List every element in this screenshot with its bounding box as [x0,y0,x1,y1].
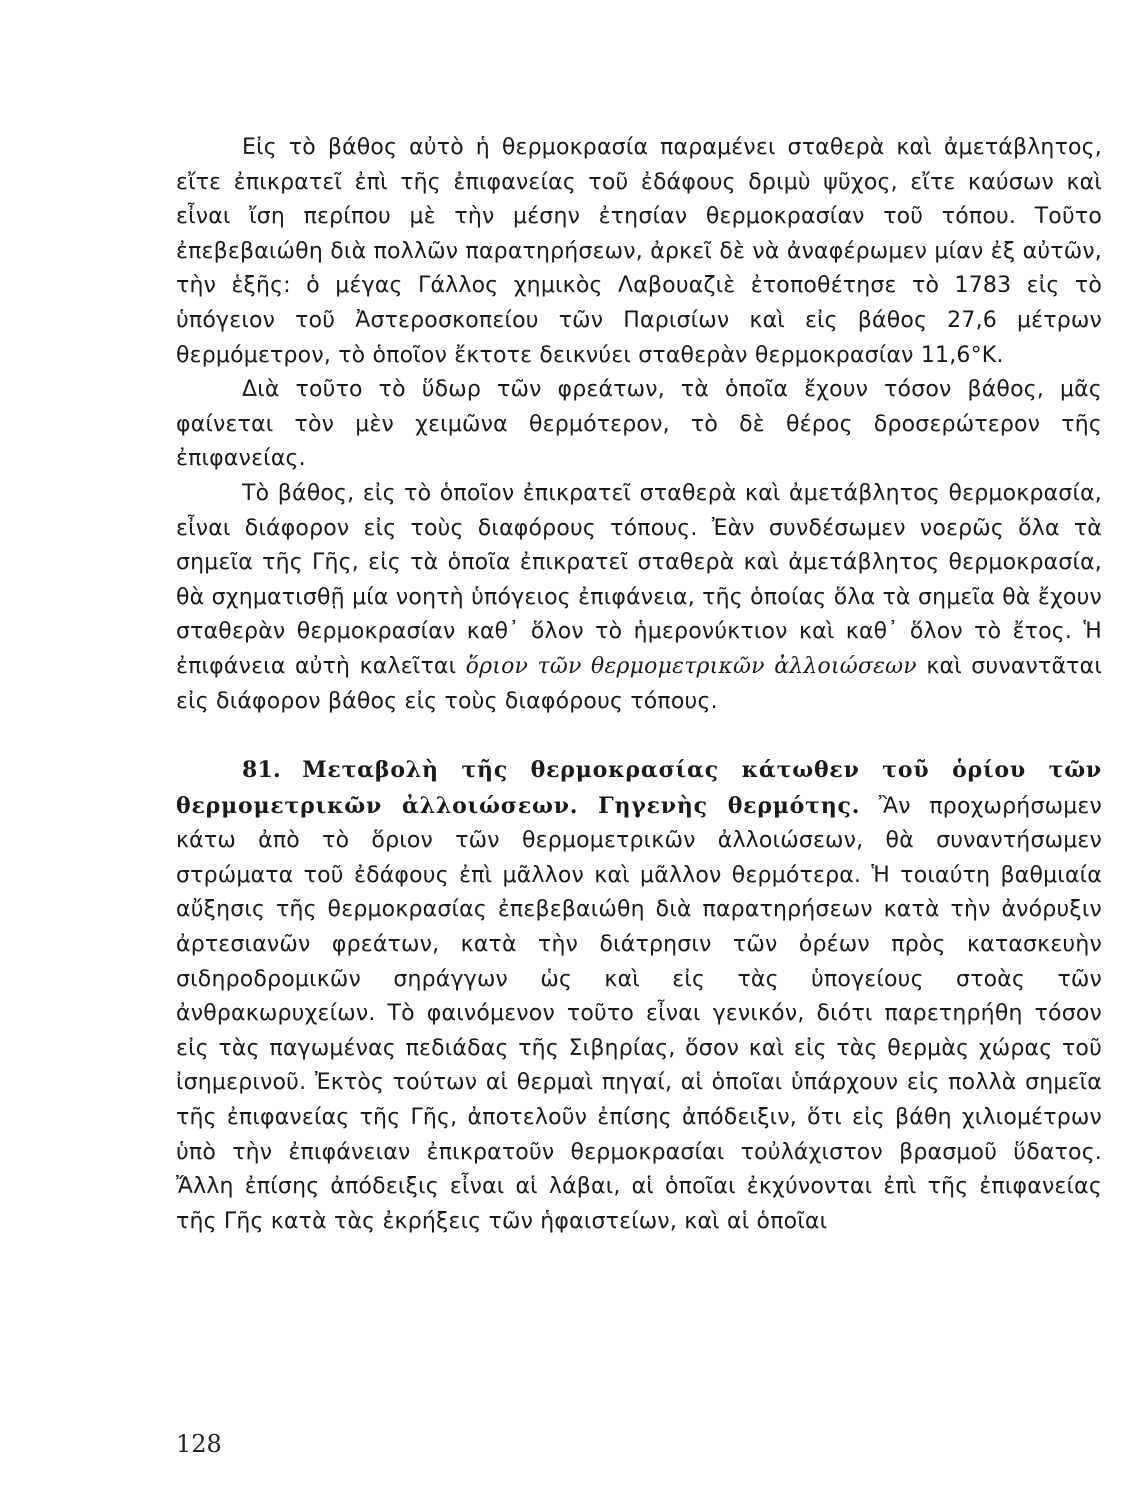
section-number: 81. [242,757,281,784]
section-body: Ἂν προχωρήσωμεν κάτω ἀπὸ τὸ ὅριον τῶν θερμομετρικῶν ἀλλοιώσεων, θὰ συναντήσωμεν στρώματα τοῦ ἐδάφους ἐπὶ μᾶλλον καὶ μᾶλλον θερμότερα. Ἡ τοιαύτη βαθμιαία αὔξησις τῆς θερμοκρασίας ἐπεβεβαιώθη διὰ παρατηρήσεων κατὰ τὴν ἀνόρυξιν ἀρτεσιανῶν φρεάτων, κατὰ τὴν διάτρησιν τῶν ὀρέων πρὸς κατασκευὴν σιδηροδρομικῶν σηράγγων ὡς καὶ εἰς τὰς ὑπογείους στοὰς τῶν ἀνθρακωρυχείων. Τὸ φαινόμενον τοῦτο εἶναι γενικόν, διότι παρετηρήθη τόσον εἰς τὰς παγωμένας πεδιάδας τῆς Σιβηρίας, ὅσον καὶ εἰς τὰς θερμὰς χώρας τοῦ ἰσημερινοῦ. Ἐκτὸς τούτων αἱ θερμαὶ πηγαί, αἱ ὁποῖαι ὑπάρχουν εἰς πολλὰ σημεῖα τῆς ἐπιφανείας τῆς Γῆς, ἀποτελοῦν ἐπίσης ἀπόδειξιν, ὅτι εἰς βάθη χιλιομέτρων ὑπὸ τὴν ἐπιφάνειαν ἐπικρατοῦν θερμοκρασίαι τοὐλάχιστον βρασμοῦ ὕδατος. Ἄλλη ἐπίσης ἀπόδειξις εἶναι αἱ λάβαι, αἱ ὁποῖαι ἐκχύνονται ἐπὶ τῆς ἐπιφανείας τῆς Γῆς κατὰ τὰς ἐκρήξεις τῶν ἡφαιστείων, καὶ αἱ ὁποῖαι [176,793,1102,1234]
section-81 [176,753,1102,1239]
page-number: 128 [176,1430,222,1458]
paragraph-1: Εἰς τὸ βάθος αὐτὸ ἡ θερμοκρασία παραμένει σταθερὰ καὶ ἀμετάβλητος, εἴτε ἐπικρατεῖ ἐπὶ τῆς ἐπιφανείας τοῦ ἐδάφους δριμὺ ψῦχος, εἴτε καύσων καὶ εἶναι ἴση περίπου μὲ τὴν μέσην ἐτησίαν θερμοκρασίαν τοῦ τόπου. Τοῦτο ἐπεβεβαιώθη διὰ πολλῶν παρατηρήσεων, ἀρκεῖ δὲ νὰ ἀναφέρωμεν μίαν ἐξ αὐτῶν, τὴν ἑξῆς: ὁ μέγας Γάλλος χημικὸς Λαβουαζιὲ ἐτοποθέτησε τὸ 1783 εἰς τὸ ὑπόγειον τοῦ Ἀστεροσκοπείου τῶν Παρισίων καὶ εἰς βάθος 27,6 μέτρων θερμόμετρον, τὸ ὁποῖον ἔκτοτε δεικνύει σταθερὰν θερμοκρασίαν 11,6°K. [176,135,1102,368]
section-title: Μεταβολὴ τῆς θερμοκρασίας κάτωθεν τοῦ ὁρίου τῶν θερμομετρικῶν ἀλλοιώσεων. Γηγενὴς θερμότης. [176,757,1103,819]
italic-term: ὅριον τῶν θερμομετρικῶν ἀλλοιώσεων [465,653,917,679]
paragraph-3-end: καὶ συναντᾶται εἰς διάφορον βάθος εἰς τοὺς διαφόρους τόπους. [176,653,1102,714]
paragraph-3-start: Τὸ βάθος, εἰς τὸ ὁποῖον ἐπικρατεῖ σταθερὰ καὶ ἀμετάβλητος θερμοκρασία, εἶναι διάφορον εἰς τοὺς διαφόρους τόπους. Ἐὰν συνδέσωμεν νοερῶς ὅλα τὰ σημεῖα τῆς Γῆς, εἰς τὰ ὁποῖα ἐπικρατεῖ σταθερὰ καὶ ἀμετάβλητος θερμοκρασία, θὰ σχηματισθῇ μία νοητὴ ὑπόγειος ἐπιφάνεια, τῆς ὁποίας ὅλα τὰ σημεῖα θὰ ἔχουν σταθερὰν θερμοκρασίαν καθ᾿ ὅλον τὸ ἡμερονύκτιον καὶ καθ᾿ ὅλον τὸ ἔτος. Ἡ ἐπιφάνεια αὐτὴ καλεῖται [176,480,1102,679]
paragraph-2: Διὰ τοῦτο τὸ ὕδωρ τῶν φρεάτων, τὰ ὁποῖα ἔχουν τόσον βάθος, μᾶς φαίνεται τὸν μὲν χειμῶνα θερμότερον, τὸ δὲ θέρος δροσερώτερον τῆς ἐπιφανείας. [176,377,1102,472]
page-body [176,131,1102,1239]
paragraph-3 [176,477,1102,719]
